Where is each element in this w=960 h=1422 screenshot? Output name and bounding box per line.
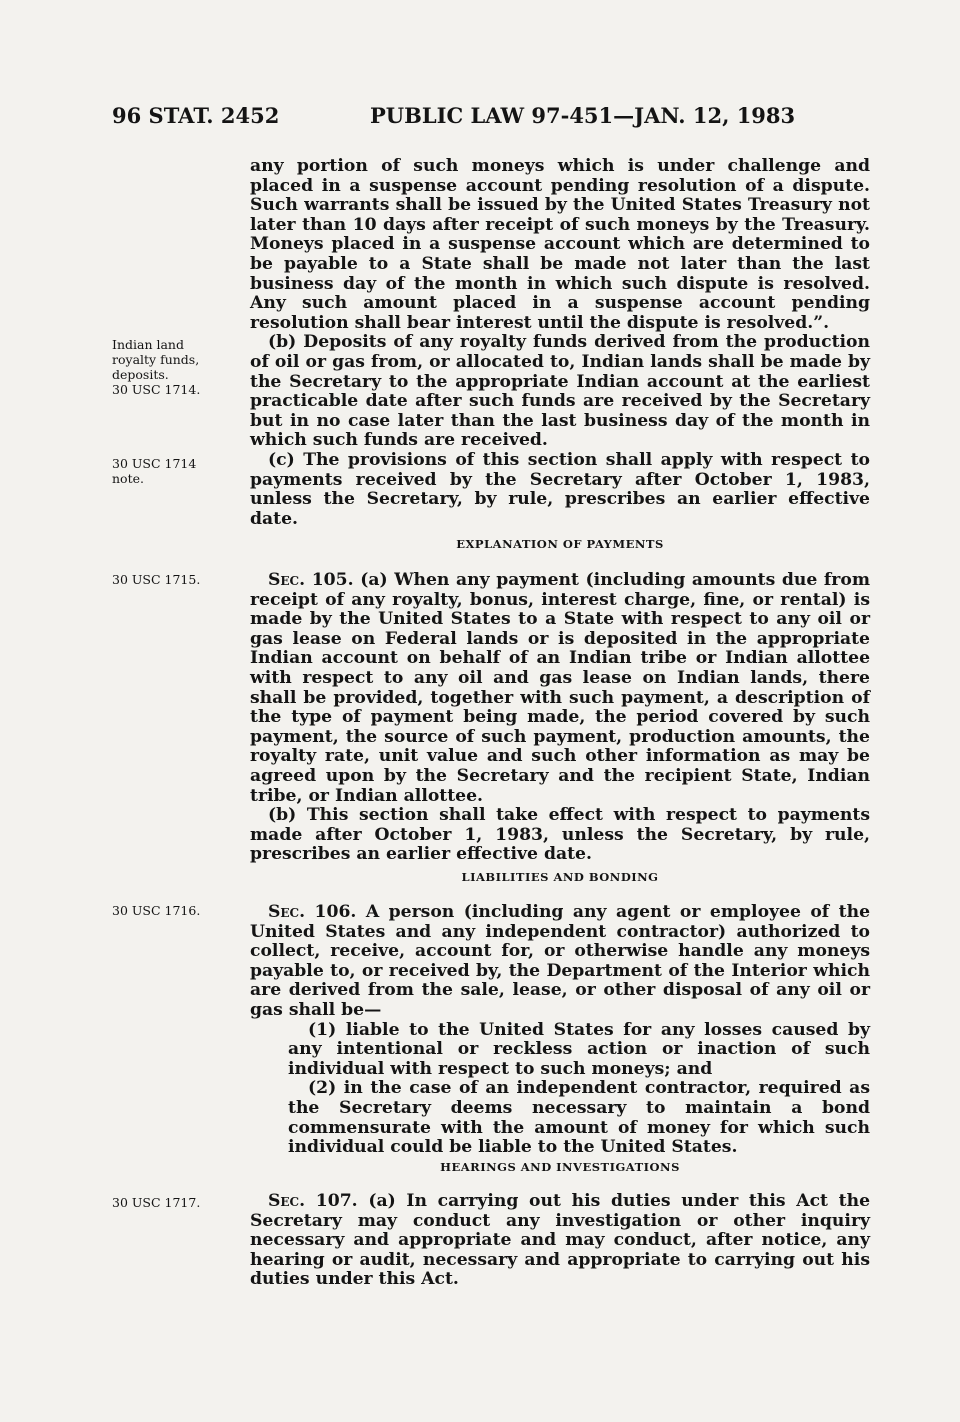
paragraph-sec105-a [250,571,870,806]
body-block-sec105 [250,571,870,865]
heading-liabilities-and-bonding: LIABILITIES AND BONDING [461,870,659,884]
margin-note-line: 30 USC 1714 [112,456,197,471]
paragraph-sec107-a [250,1192,870,1290]
paragraph-sec106-item1: (1) liable to the United States for any losses caused by any intentional or reckless action or inaction of such individual with respect to such moneys; and [288,1019,870,1079]
sec-number: 107. [315,1191,358,1211]
public-law-citation: PUBLIC LAW 97-451—JAN. 12, 1983 [370,103,796,128]
body-block-sec106 [250,903,870,1158]
paragraph-subsection-c: (c) The provisions of this section shall apply with respect to payments received by the Secretary after October 1, 1983, unless the Secretary, by rule, prescribes an earlier effective date. [250,449,870,529]
sec106-text: A person (including any agent or employee of the United States and any independent contractor) authorized to collect, receive, account for, or otherwise handle any moneys payable to, or received by, the Department of the Interior which are derived from the sale, lease, or other disposal of any oil or gas shall be— [250,902,871,1020]
margin-note-line: deposits. [112,367,169,382]
margin-note-line: 30 USC 1714. [112,382,201,397]
sec-label: Sec. [268,1191,306,1211]
sec107-a-text: (a) In carrying out his duties under this Act the Secretary may conduct any investigation or other inquiry necessary and appropriate and may conduct, after notice, any hearing or audit, necessary and appropriate to carrying out his duties under this Act. [250,1191,871,1290]
heading-explanation-of-payments: EXPLANATION OF PAYMENTS [456,537,664,551]
running-head [112,103,872,137]
margin-note-line: note. [112,471,144,486]
sec-number: 106. [314,902,357,922]
margin-note-1714-note [112,456,242,486]
paragraph-sec104-continuation: any portion of such moneys which is under challenge and placed in a suspense account pending resolution of a dispute. Such warrants shall be issued by the United States Treasury not later than 10 days after receipt of such moneys by the Treasury. Moneys placed in a suspense account which are determined to be payable to a State shall be made not later than the last business day of the month in which such dispute is resolved. Any such amount placed in a suspense account pending resolution shall bear interest until the dispute is resolved.”. [250,156,870,333]
paragraph-sec106-item2: (2) in the case of an independent contractor, required as the Secretary deems necessary to maintain a bond commensurate with the amount of money for which such individual could be liable to the United States. [288,1078,870,1158]
sec-label: Sec. [268,902,306,922]
sec-number: 105. [311,570,354,590]
margin-note-line: royalty funds, [112,352,200,367]
margin-note-line: Indian land [112,337,184,352]
heading-hearings-and-investigations: HEARINGS AND INVESTIGATIONS [440,1160,680,1174]
statute-page-number: 96 STAT. 2452 [112,103,280,128]
margin-note-1717: 30 USC 1717. [112,1195,201,1210]
margin-note-1715: 30 USC 1715. [112,572,201,587]
paragraph-subsection-b: (b) Deposits of any royalty funds derived from the production of oil or gas from, or allocated to, Indian lands shall be made by the Secretary to the appropriate Indian account at the earliest practicable date after such funds are received by the Secretary but in no case later than the last business day of the month in which such funds are received. [250,332,870,451]
body-block-sec104 [250,157,870,529]
body-block-sec107 [250,1192,870,1290]
paragraph-sec106 [250,903,870,1021]
margin-note-indian-land [112,337,242,397]
paragraph-sec105-b: (b) This section shall take effect with respect to payments made after October 1, 1983, unless the Secretary, by rule, prescribes an earlier effective date. [250,805,870,865]
margin-note-1716: 30 USC 1716. [112,903,201,918]
sec-label: Sec. [268,570,306,590]
sec105-a-text: (a) When any payment (including amounts due from receipt of any royalty, bonus, interest charge, fine, or rental) is made by the United States to a State with respect to any oil or gas lease on Federal lands or is deposited in the appropriate Indian account on behalf of an Indian tribe or Indian allottee with respect to any oil and gas lease on Indian lands, there shall be provided, together with such payment, a description of the type of payment being made, the period covered by such payment, the source of such payment, production amounts, the royalty rate, unit value and such other information as may be agreed upon by the Secretary and the recipient State, Indian tribe, or Indian allottee. [250,570,871,806]
